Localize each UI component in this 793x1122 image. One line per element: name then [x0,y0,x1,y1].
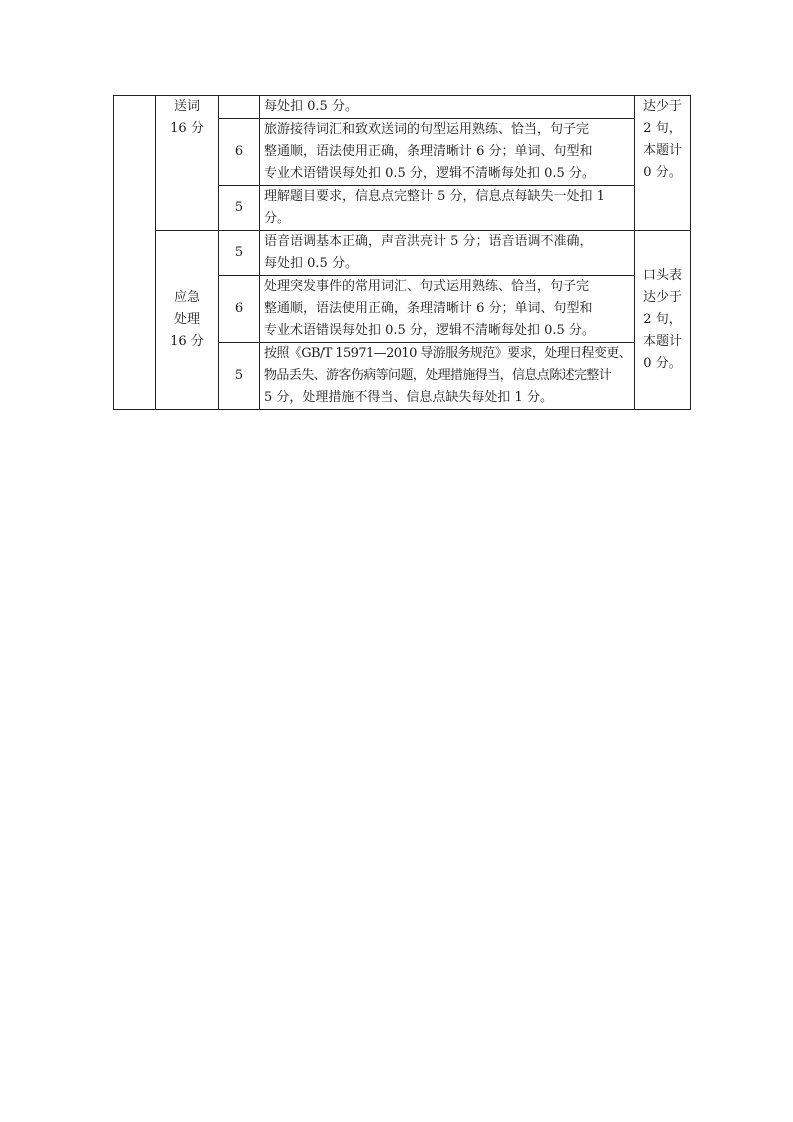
category-line: 16 分 [170,334,204,349]
criteria-line: 专业术语错误每处扣 0.5 分，逻辑不清晰每处扣 0.5 分。 [264,323,595,338]
criteria-cell [260,276,635,343]
note-line: 本题计 [642,334,682,349]
note-line: 口头表 [642,268,682,283]
criteria-cell [260,231,635,276]
criteria-line: 每处扣 0.5 分。 [264,99,358,114]
criteria-line: 处理突发事件的常用词汇、句式运用熟练、恰当，句子完 [264,279,590,294]
table-row [114,231,691,276]
note-line: 2 句， [643,121,682,136]
criteria-cell [260,96,635,119]
note-line: 2 句， [643,312,682,327]
criteria-line: 5 分，处理措施不得当、信息点缺失每处扣 1 分。 [264,390,553,405]
category-line: 处理 [173,312,200,327]
criteria-line: 理解题目要求，信息点完整计 5 分，信息点每缺失一处扣 1 [264,189,605,204]
note-cell-farewell [635,96,691,231]
criteria-cell [260,186,635,231]
score-cell [219,96,260,119]
criteria-line: 物品丢失、游客伤病等问题，处理措施得当，信息点陈述完整计 [264,368,612,383]
category-line: 16 分 [170,121,204,136]
category-cell-farewell [156,96,219,231]
note-line: 达少于 [642,99,682,114]
criteria-cell [260,343,635,410]
category-cell-emergency [156,231,219,410]
criteria-line: 每处扣 0.5 分。 [264,256,358,271]
criteria-line: 分。 [264,211,291,226]
score-cell: 6 [219,276,260,343]
criteria-line: 旅游接待词汇和致欢送词的句型运用熟练、恰当，句子完 [264,122,590,137]
criteria-line: 整通顺，语法使用正确，条理清晰计 6 分；单词、句型和 [264,144,593,159]
note-cell-emergency [635,231,691,410]
criteria-line: 按照《GB/T 15971—2010 导游服务规范》要求，处理日程变更、 [264,346,632,361]
table-row [114,96,691,119]
note-line: 本题计 [642,143,682,158]
score-cell: 6 [219,119,260,186]
score-cell: 5 [219,231,260,276]
note-line: 达少于 [642,290,682,305]
note-line: 0 分。 [643,165,682,180]
scoring-rubric-table [113,95,691,410]
category-line: 应急 [173,290,200,305]
criteria-line: 专业术语错误每处扣 0.5 分，逻辑不清晰每处扣 0.5 分。 [264,166,595,181]
blank-column-cell [114,96,156,410]
score-cell: 5 [219,343,260,410]
criteria-line: 语音语调基本正确，声音洪亮计 5 分；语音语调不准确， [264,234,593,249]
criteria-line: 整通顺，语法使用正确，条理清晰计 6 分；单词、句型和 [264,301,593,316]
note-line: 0 分。 [643,356,682,371]
score-cell: 5 [219,186,260,231]
criteria-cell [260,119,635,186]
category-line: 送词 [173,99,200,114]
